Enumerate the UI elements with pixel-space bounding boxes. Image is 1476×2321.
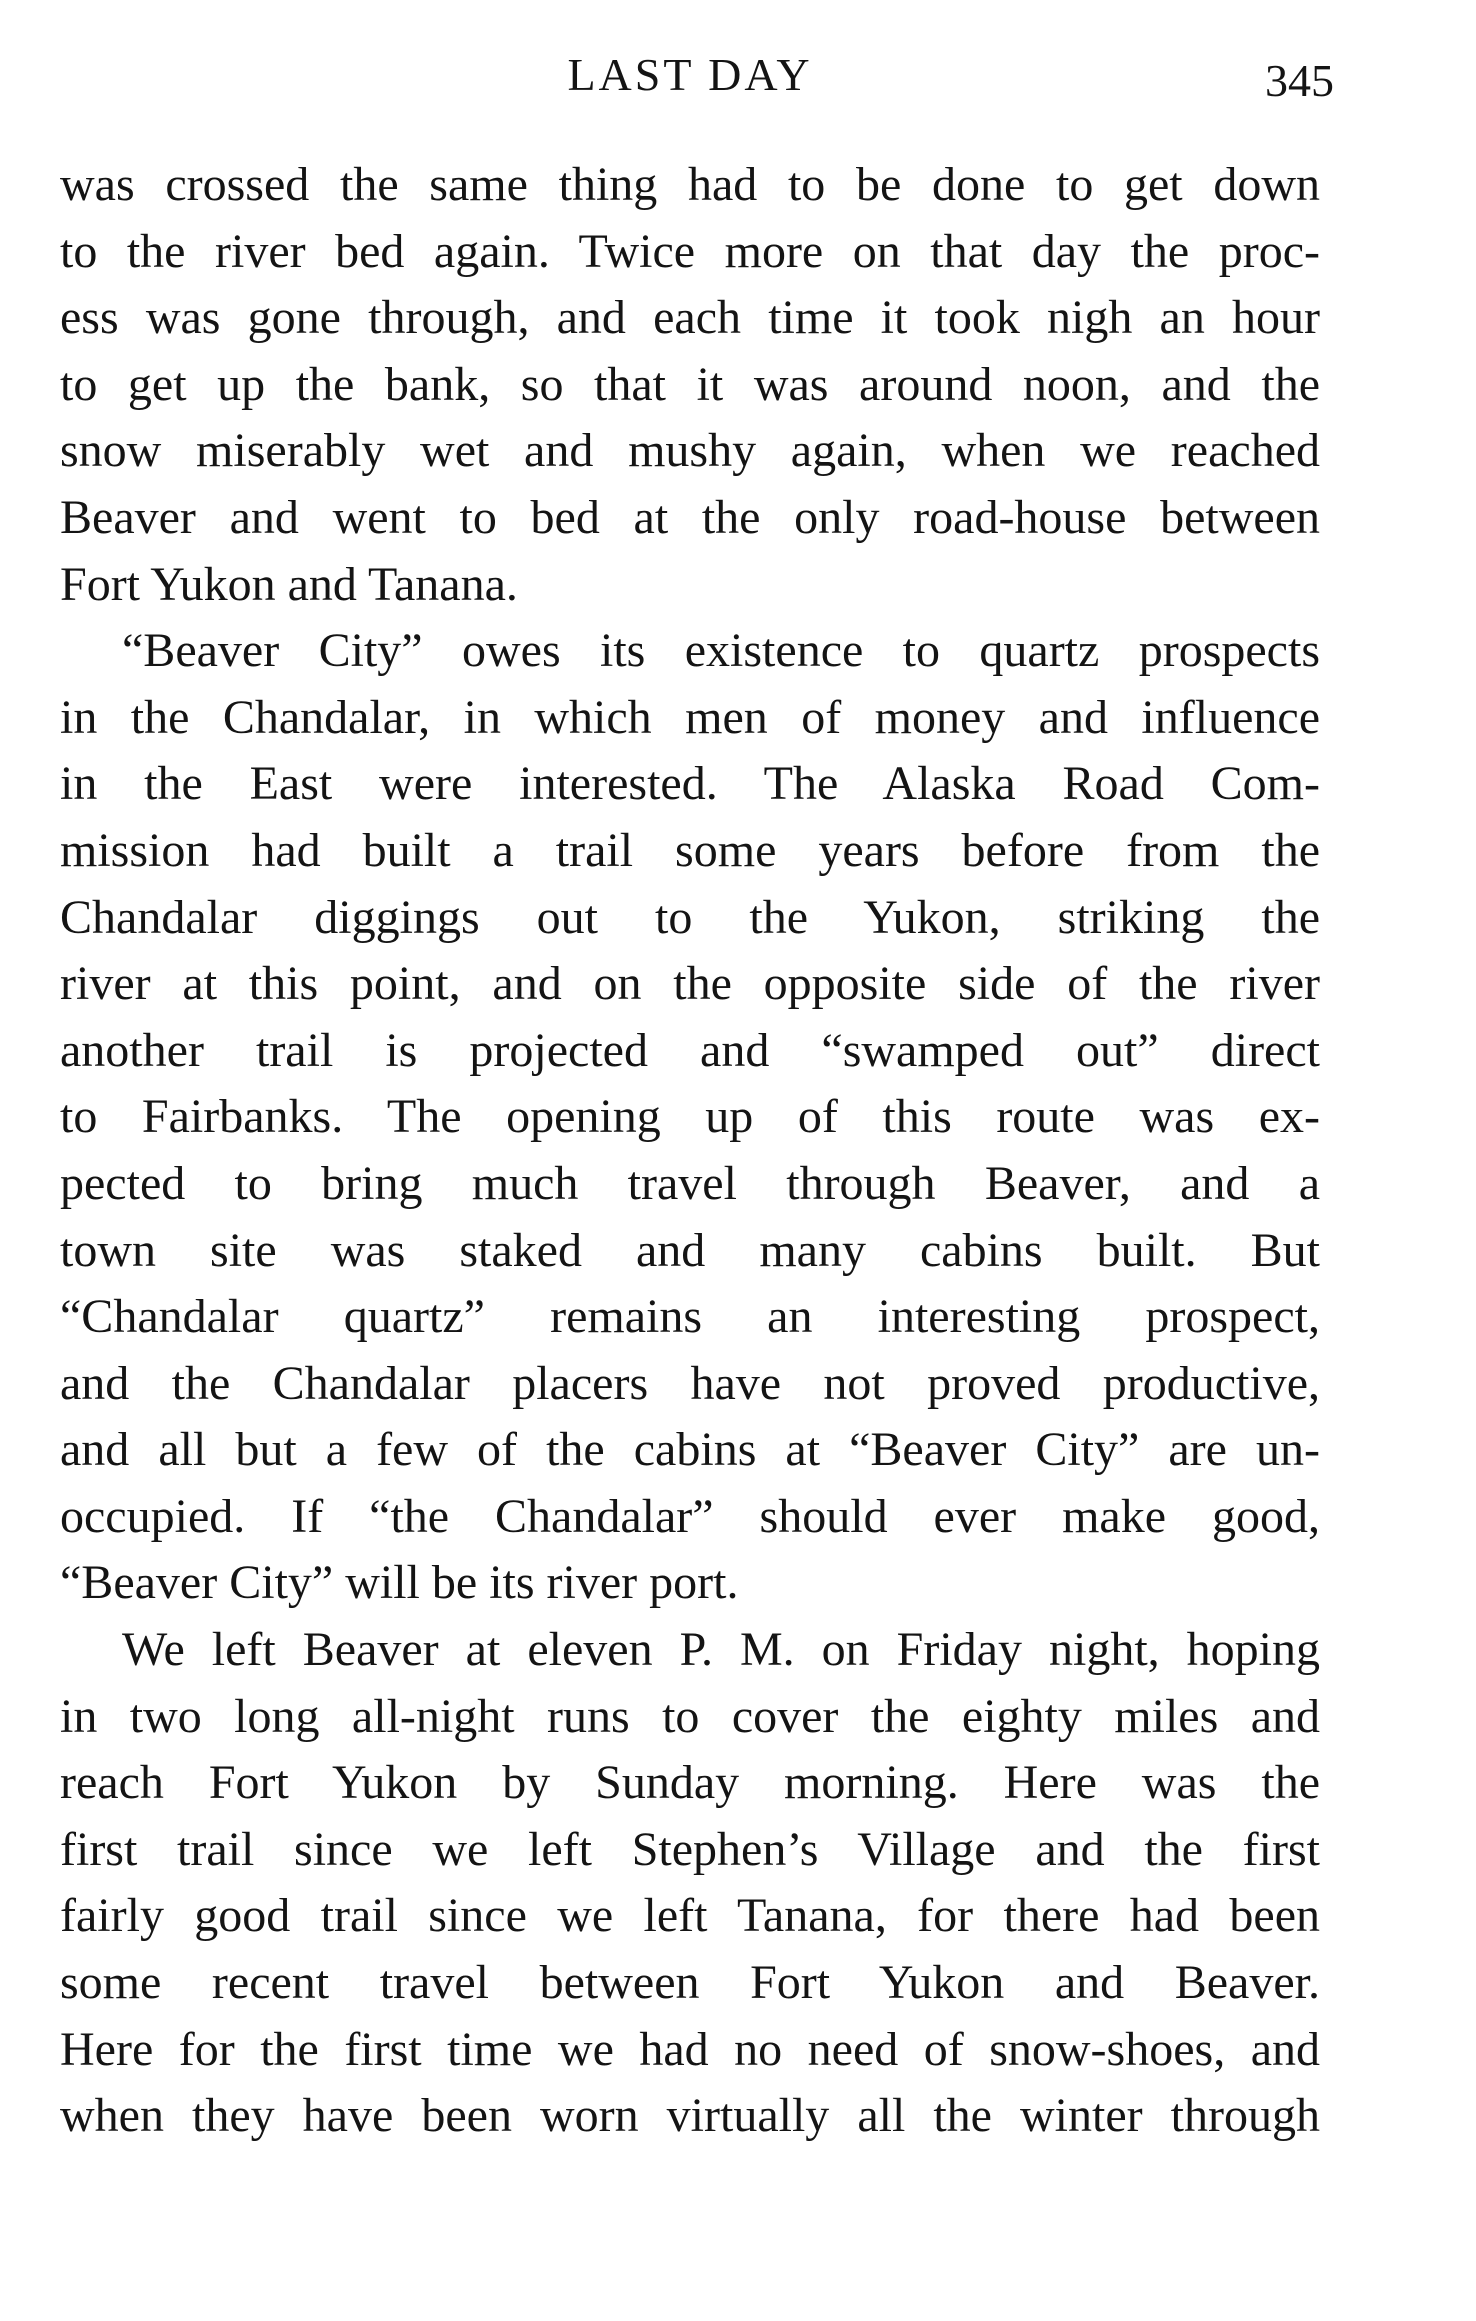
- text-line: to Fairbanks. The opening up of this route was ex-: [60, 1090, 1320, 1144]
- page-header: [60, 40, 1334, 110]
- text-line: river at this point, and on the opposite side of the river: [60, 957, 1320, 1011]
- text-line: fairly good trail since we left Tanana, for there had been: [60, 1889, 1320, 1943]
- text-line: ess was gone through, and each time it took nigh an hour: [60, 291, 1320, 345]
- text-line: and the Chandalar placers have not proved productive,: [60, 1356, 1320, 1410]
- text-line: Chandalar diggings out to the Yukon, striking the: [60, 890, 1320, 944]
- text-line: pected to bring much travel through Beaver, and a: [60, 1156, 1320, 1210]
- text-line: in the Chandalar, in which men of money and influence: [60, 690, 1320, 744]
- text-line: mission had built a trail some years before from the: [60, 823, 1320, 877]
- text-line: in the East were interested. The Alaska Road Com-: [60, 757, 1320, 811]
- text-line: “Chandalar quartz” remains an interesting prospect,: [60, 1290, 1320, 1344]
- text-line: another trail is projected and “swamped out” direct: [60, 1023, 1320, 1077]
- text-line: to the river bed again. Twice more on that day the proc-: [60, 224, 1320, 278]
- text-line: snow miserably wet and mushy again, when we reached: [60, 424, 1320, 478]
- text-line: some recent travel between Fort Yukon and Beaver.: [60, 1956, 1320, 2010]
- text-line: Here for the first time we had no need of snow-shoes, and: [60, 2022, 1320, 2076]
- text-line: “Beaver City” owes its existence to quartz prospects: [122, 624, 1320, 678]
- text-line: Fort Yukon and Tanana.: [60, 557, 518, 611]
- text-line: in two long all-night runs to cover the eighty miles and: [60, 1689, 1320, 1743]
- page-number: 345: [1265, 55, 1334, 106]
- text-line: We left Beaver at eleven P. M. on Friday night, hoping: [122, 1623, 1320, 1677]
- running-head: LAST DAY: [567, 49, 813, 100]
- body-text: [60, 152, 1320, 2150]
- text-line: when they have been worn virtually all the winter through: [60, 2089, 1320, 2143]
- text-line: occupied. If “the Chandalar” should ever make good,: [60, 1489, 1320, 1543]
- text-line: town site was staked and many cabins built. But: [60, 1223, 1320, 1277]
- text-line: first trail since we left Stephen’s Village and the first: [60, 1822, 1320, 1876]
- text-line: and all but a few of the cabins at “Beaver City” are un-: [60, 1423, 1320, 1477]
- text-line: “Beaver City” will be its river port.: [60, 1556, 739, 1610]
- text-line: was crossed the same thing had to be done to get down: [60, 158, 1320, 211]
- text-line: Beaver and went to bed at the only road-house between: [60, 490, 1320, 544]
- text-line: to get up the bank, so that it was around noon, and the: [60, 357, 1320, 411]
- text-line: reach Fort Yukon by Sunday morning. Here was the: [60, 1756, 1320, 1810]
